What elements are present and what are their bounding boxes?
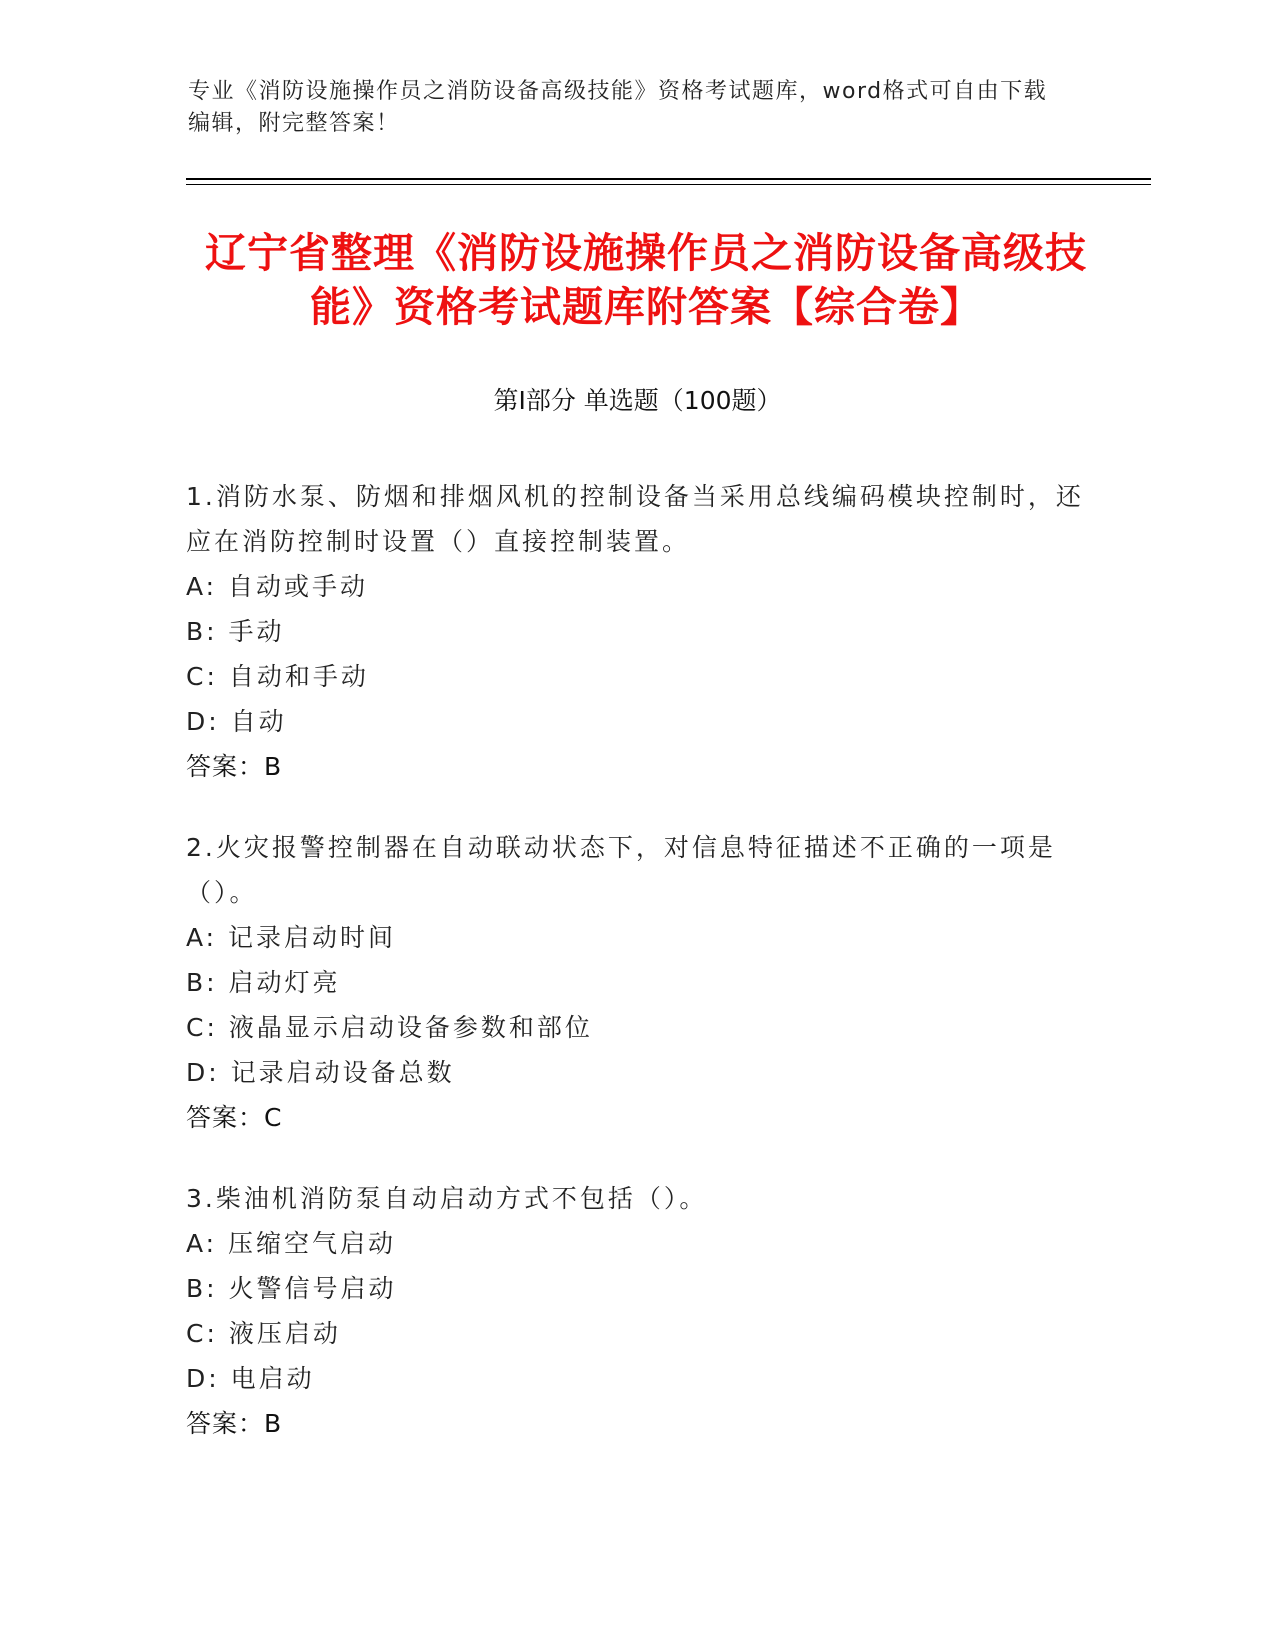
option-a: A: 自动或手动 <box>186 572 369 601</box>
question-stem: 1.消防水泵、防烟和排烟风机的控制设备当采用总线编码模块控制时，还应在消防控制时设置（）直接控制装置。 <box>186 482 1084 556</box>
option-d: D: 电启动 <box>186 1364 315 1393</box>
option-c: C: 液压启动 <box>186 1319 341 1348</box>
option-c: C: 自动和手动 <box>186 662 369 691</box>
question-2 <box>186 825 1086 1140</box>
question-stem: 2.火灾报警控制器在自动联动状态下，对信息特征描述不正确的一项是（）。 <box>186 833 1056 907</box>
question-stem: 3.柴油机消防泵自动启动方式不包括（）。 <box>186 1184 708 1213</box>
option-a: A: 记录启动时间 <box>186 923 397 952</box>
section-title: 第Ⅰ部分 单选题（100题） <box>493 386 782 415</box>
header-divider <box>186 178 1151 180</box>
option-c: C: 液晶显示启动设备参数和部位 <box>186 1013 593 1042</box>
question-list <box>186 474 1086 1482</box>
option-b: B: 火警信号启动 <box>186 1274 397 1303</box>
question-3 <box>186 1176 1086 1446</box>
option-b: B: 启动灯亮 <box>186 968 341 997</box>
answer: 答案：C <box>186 1103 283 1132</box>
option-a: A: 压缩空气启动 <box>186 1229 397 1258</box>
header-divider-thin <box>186 184 1151 185</box>
answer: 答案：B <box>186 1409 283 1438</box>
option-b: B: 手动 <box>186 617 285 646</box>
header-note: 专业《消防设施操作员之消防设备高级技能》资格考试题库，word格式可自由下载编辑，附完整答案！ <box>188 79 1048 136</box>
answer: 答案：B <box>186 752 283 781</box>
question-1 <box>186 474 1086 789</box>
document-title: 辽宁省整理《消防设施操作员之消防设备高级技能》资格考试题库附答案【综合卷】 <box>205 229 1087 331</box>
option-d: D: 记录启动设备总数 <box>186 1058 455 1087</box>
option-d: D: 自动 <box>186 707 287 736</box>
